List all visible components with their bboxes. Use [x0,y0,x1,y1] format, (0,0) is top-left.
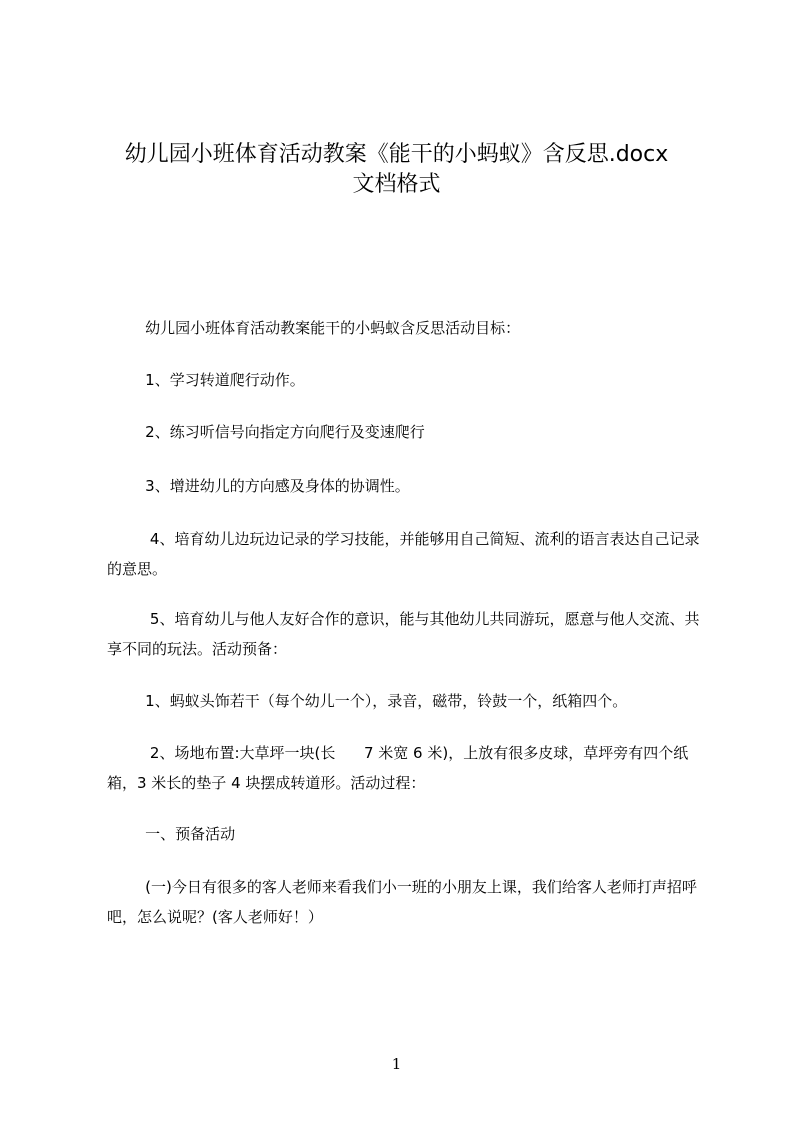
paragraph-prep-1: 1、蚂蚁头饰若干（每个幼儿一个），录音，磁带，铃鼓一个，纸箱四个。 [107,692,628,710]
title-line-1: 幼儿园小班体育活动教案《能干的小蚂蚁》含反思.docx [124,142,669,167]
paragraph-goal-4: 4、培育幼儿边玩边记录的学习技能，并能够用自己简短、流利的语言表达自己记录的意思。 [107,530,700,578]
paragraph-goal-1: 1、学习转道爬行动作。 [107,371,305,389]
paragraph-goal-5: 5、培育幼儿与他人友好合作的意识，能与其他幼儿共同游玩，愿意与他人交流、共享不同的玩法。活动预备： [107,610,700,658]
paragraph-section-1: 一、预备活动 [107,825,236,843]
document-title [60,140,733,200]
paragraph-prep-2: 2、场地布置:大草坪一块(长 7 米宽 6 米)，上放有很多皮球，草坪旁有四个纸箱，3 米长的垫子 4 块摆成转道形。活动过程： [107,744,689,792]
title-line-2: 文档格式 [352,172,441,197]
paragraph-goal-2: 2、练习听信号向指定方向爬行及变速爬行 [107,423,425,441]
paragraph-activity-1: (一)今日有很多的客人老师来看我们小一班的小朋友上课，我们给客人老师打声招呼吧，怎么说呢？(客人老师好！） [107,878,697,926]
page-number: 1 [391,1055,402,1073]
paragraph-goal-3: 3、增进幼儿的方向感及身体的协调性。 [107,477,410,495]
paragraph-objectives-heading: 幼儿园小班体育活动教案能干的小蚂蚁含反思活动目标： [107,319,521,337]
